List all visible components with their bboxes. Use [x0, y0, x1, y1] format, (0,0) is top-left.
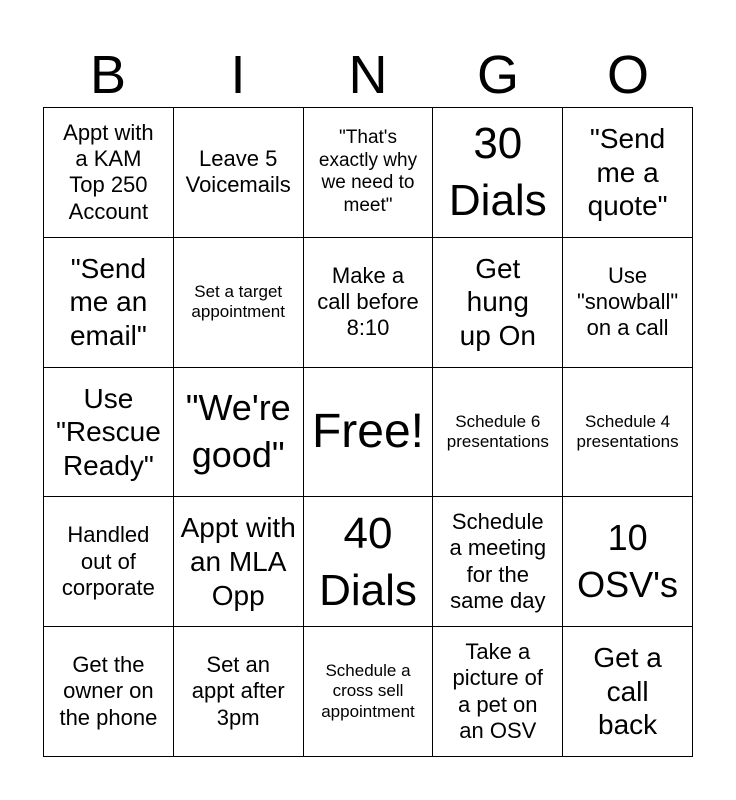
- bingo-cell-r3c1[interactable]: Use "Rescue Ready": [44, 368, 174, 498]
- bingo-cell-r3c5[interactable]: Schedule 4 presentations: [563, 368, 693, 498]
- header-letter-o: O: [606, 45, 649, 105]
- bingo-cell-r5c3[interactable]: Schedule a cross sell appointment: [304, 627, 434, 757]
- bingo-cell-r1c1[interactable]: Appt with a KAM Top 250 Account: [44, 108, 174, 238]
- bingo-cell-r1c2[interactable]: Leave 5 Voicemails: [174, 108, 304, 238]
- bingo-cell-r4c2[interactable]: Appt with an MLA Opp: [174, 497, 304, 627]
- bingo-cell-r5c1[interactable]: Get the owner on the phone: [44, 627, 174, 757]
- header-letter-n: N: [348, 45, 388, 105]
- bingo-cell-free[interactable]: Free!: [304, 368, 434, 498]
- bingo-cell-r1c3[interactable]: "That's exactly why we need to meet": [304, 108, 434, 238]
- header-letter-i: I: [230, 45, 246, 105]
- bingo-cell-r2c5[interactable]: Use "snowball" on a call: [563, 238, 693, 368]
- bingo-cell-r4c1[interactable]: Handled out of corporate: [44, 497, 174, 627]
- bingo-cell-r2c3[interactable]: Make a call before 8:10: [304, 238, 434, 368]
- bingo-cell-r5c2[interactable]: Set an appt after 3pm: [174, 627, 304, 757]
- header-letter-b: B: [89, 45, 127, 105]
- bingo-cell-r4c3[interactable]: 40 Dials: [304, 497, 434, 627]
- bingo-cell-r5c4[interactable]: Take a picture of a pet on an OSV: [433, 627, 563, 757]
- bingo-cell-r3c2[interactable]: "We're good": [174, 368, 304, 498]
- bingo-cell-r2c2[interactable]: Set a target appointment: [174, 238, 304, 368]
- bingo-cell-r3c4[interactable]: Schedule 6 presentations: [433, 368, 563, 498]
- bingo-cell-r2c1[interactable]: "Send me an email": [44, 238, 174, 368]
- bingo-cell-r2c4[interactable]: Get hung up On: [433, 238, 563, 368]
- bingo-cell-r1c5[interactable]: "Send me a quote": [563, 108, 693, 238]
- bingo-board: [43, 107, 693, 757]
- bingo-cell-r4c5[interactable]: 10 OSV's: [563, 497, 693, 627]
- bingo-cell-r5c5[interactable]: Get a call back: [563, 627, 693, 757]
- header-letter-g: G: [476, 45, 519, 105]
- bingo-cell-r4c4[interactable]: Schedule a meeting for the same day: [433, 497, 563, 627]
- bingo-cell-r1c4[interactable]: 30 Dials: [433, 108, 563, 238]
- bingo-header: [43, 42, 693, 108]
